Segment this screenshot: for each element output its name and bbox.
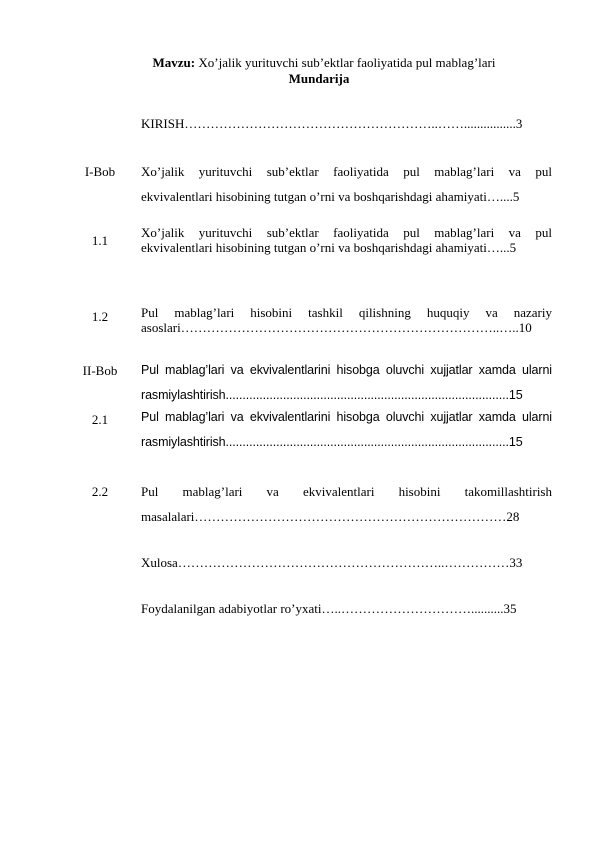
toc-entry-intro[interactable] [141,116,552,131]
toc-entry-s21-line2: rasmiylashtirish....................................................................................15 [141,435,523,449]
toc-entry-ch2[interactable] [141,358,552,408]
toc-entry-s21-line1: Pul mablag’lari va ekvivalentlarini hisobga oluvchi xujjatlar xamda ularni [141,410,552,424]
toc-entry-references-text: Foydalanilgan adabiyotlar ro’yxati…..…………………………..........35 [141,601,517,616]
contents-title: Mundarija [288,71,350,86]
toc-entry-ch1[interactable] [141,159,552,209]
toc-entry-conclusion-text: Xulosa……………………………………………………..……………33 [141,555,523,570]
toc-entry-s22-line1: Pul mablag’lari va ekvivalentlari hisobini takomillashtirish [141,484,552,499]
toc-entry-conclusion[interactable] [141,555,552,570]
toc-entry-ch2-line2: rasmiylashtirish....................................................................................15 [141,388,523,402]
toc-entry-intro-text: KIRISH…………………………………………………..……................3 [141,116,523,131]
toc-entry-s22[interactable] [141,479,552,529]
toc-number-s21: 2.1 [91,412,109,427]
toc-entry-s22-line2: masalalari………………………………………………………………28 [141,509,520,524]
toc-entry-s21[interactable] [141,405,552,455]
topic-label: Mavzu: [152,55,196,70]
toc-entry-references[interactable] [141,601,552,616]
toc-entry-s12-line2: asoslari………………………………………………………………..…..10 [141,320,532,335]
topic-heading [0,55,596,70]
toc-number-s12: 1.2 [91,309,109,324]
toc-entry-ch1-line2: ekvivalentlari hisobining tutgan o’rni va boshqarishdagi ahamiyati…....5 [141,189,520,204]
topic-text: Xo’jalik yurituvchi sub’ektlar faoliyatida pul mablag’lari [195,55,496,70]
toc-number-s22: 2.2 [91,484,109,499]
toc-number-ch2: II-Bob [82,363,118,378]
toc-number-s11: 1.1 [91,233,109,248]
toc-entry-s11-line1: Xo’jalik yurituvchi sub’ektlar faoliyatida pul mablag’lari va pul [141,225,552,240]
toc-entry-s12[interactable] [141,305,552,335]
toc-entry-s12-line1: Pul mablag’lari hisobini tashkil qilishning huquqiy va nazariy [141,305,552,320]
toc-number-ch1: I-Bob [84,164,116,179]
toc-entry-s11-line2: ekvivalentlari hisobining tutgan o’rni va boshqarishdagi ahamiyati…...5 [141,240,517,255]
toc-entry-ch2-line1: Pul mablag’lari va ekvivalentlarini hisobga oluvchi xujjatlar xamda ularni [141,363,552,377]
toc-entry-s11[interactable] [141,225,552,255]
toc-entry-ch1-line1: Xo’jalik yurituvchi sub’ektlar faoliyatida pul mablag’lari va pul [141,164,552,179]
